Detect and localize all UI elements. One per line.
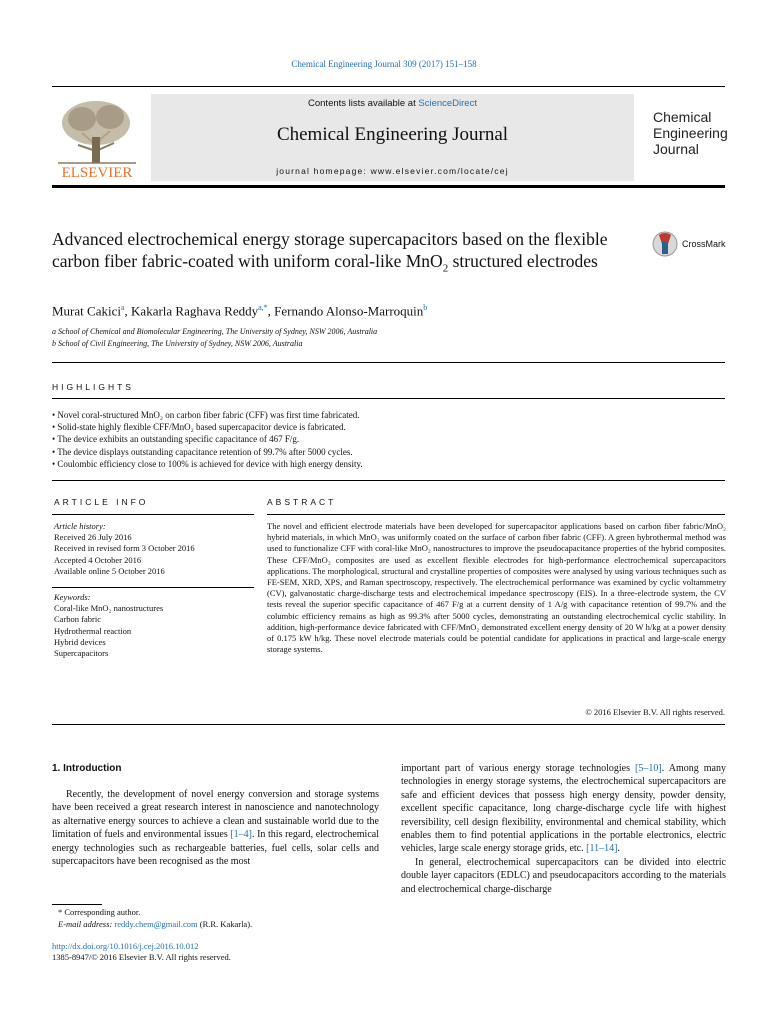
intro-text: important part of various energy storage technologies [401, 763, 636, 774]
article-history [54, 521, 195, 577]
history-entry: Received in revised form 3 October 2016 [54, 543, 195, 554]
section-rule [52, 480, 725, 481]
citation-link[interactable]: [11–14] [586, 843, 618, 855]
article-info-heading: ARTICLE INFO [54, 497, 149, 507]
article-title [52, 228, 642, 280]
doi-block [52, 941, 231, 963]
abstract-text: The novel and efficient electrode materials have been developed for supercapacitor applications based on carbon fiber fabric/MnO₂ hybrid materials, in which MnO₂ was uniformly coated on the surface of carbon fiber fabric (CFF). A green hybrothermal method was used to functionalize CFF with coral-like MnO₂ nanostructures to improve the pseudocapacitance properties of the hybrid composites. These CFF/MnO₂ composites are used as excellent flexible electrodes for high-performance electrochemical supercapacitors applications. The morphological, structural and crystalline properties of composites were analysed by using various techniques such as FE-SEM, XRD, XPS, and Raman spectroscopy, respectively. The electrochemical performance was examined by cyclic voltammetry (CV), galvanostatic charge-discharge tests and electrochemical impedance spectroscopy (EIS). In a three-electrode system, the CV tests reveal the superior specific capacitance of 467 F/g at a current density of 1 A/g with capacitance retention of 99.7% and the columbic efficiency remains as high as 99.3% after 5000 cycles, demonstrating an outstanding electrochemical cyclic stability. In addition, high-performance device fabricated with CFF/MnO₂ demonstrated excellent energy density of 20 W h/kg at a power density of 0.175 kW h/kg. These novel electrode materials could be potential candidate for applications in practical and large-scale energy storage systems. [267, 521, 726, 655]
corresponding-author-note: * Corresponding author. [58, 907, 141, 917]
sciencedirect-link[interactable]: ScienceDirect [418, 98, 477, 109]
keyword: Hybrid devices [54, 636, 106, 647]
highlight-text: The device exhibits an outstanding specific capacitance of 467 F/g. [57, 434, 300, 445]
contents-prefix: Contents lists available at [308, 98, 419, 109]
intro-right-column [401, 762, 726, 896]
elsevier-tree-icon [52, 93, 142, 181]
crossmark-label: CrossMark [682, 239, 726, 249]
author-name: Murat Cakici [52, 303, 121, 319]
crossmark-badge[interactable] [652, 231, 732, 259]
title-text-end: structured electrodes [448, 251, 598, 271]
footnote [52, 906, 252, 930]
journal-citation[interactable]: Chemical Engineering Journal 309 (2017) 151–158 [291, 59, 477, 69]
citation-link[interactable]: [5–10] [635, 763, 662, 774]
keywords [54, 592, 163, 659]
abstract-heading: ABSTRACT [267, 497, 337, 507]
homepage-prefix: journal homepage: [276, 166, 371, 176]
keyword: Carbon fabric [54, 614, 101, 625]
affiliation: b School of Civil Engineering, The University of Sydney, NSW 2006, Australia [52, 339, 303, 348]
highlight-text: Novel coral-structured MnO₂ on carbon fiber fabric (CFF) was first time fabricated. [57, 410, 360, 420]
author-name: Fernando Alonso-Marroquin [274, 303, 424, 319]
contents-line [151, 98, 634, 109]
history-entry: Received 26 July 2016 [54, 532, 132, 543]
author-list: Murat Cakici$^a$, Kakarla Raghava Reddy$^{a,*}$, Fernando Alonso-Marroquin$^b$ [52, 303, 428, 319]
cover-line: Engineering [653, 125, 728, 141]
cover-line: Journal [653, 141, 699, 157]
author-affiliation-mark[interactable]: a,* [258, 303, 268, 312]
journal-masthead [151, 94, 634, 181]
crossmark-icon [652, 231, 678, 257]
author-affiliation-mark[interactable]: a [120, 303, 125, 312]
intro-left-column [52, 788, 379, 868]
highlights-rule [52, 398, 725, 399]
citation-link[interactable]: [1–4] [230, 829, 252, 841]
history-entry: Available online 5 October 2016 [54, 565, 165, 576]
affiliation: a School of Chemical and Biomolecular Engineering, The University of Sydney, NSW 2006, Australia [52, 327, 378, 336]
email-link[interactable]: reddy.chem@gmail.com [114, 919, 198, 929]
history-entry: Accepted 4 October 2016 [54, 554, 142, 565]
keyword: Coral-like MnO₂ nanostructures [54, 603, 164, 614]
abstract-copyright: © 2016 Elsevier B.V. All rights reserved. [585, 707, 725, 717]
section-rule [52, 362, 725, 363]
intro-text: . [617, 843, 620, 855]
footnote-rule [52, 904, 102, 905]
title-text: Advanced electrochemical energy storage supercapacitors based on the flexible carbon fiber fabric-coated with uniform coral-like MnO [52, 229, 608, 271]
masthead-rule [52, 185, 725, 188]
title-subscript: 2 [442, 262, 449, 275]
highlight-item: • Solid-state highly flexible CFF/MnO₂ based supercapacitor device is fabricated. [52, 422, 346, 433]
journal-homepage [151, 166, 634, 176]
abstract-rule [267, 514, 725, 515]
keywords-rule [52, 587, 254, 588]
issn-copyright: 1385-8947/© 2016 Elsevier B.V. All rights reserved. [52, 952, 231, 962]
highlight-item: • Coulombic efficiency close to 100% is achieved for device with high energy density. [52, 458, 363, 469]
highlight-item: • The device displays outstanding capacitance retention of 99.7% after 5000 cycles. [52, 446, 353, 457]
homepage-url[interactable]: www.elsevier.com/locate/cej [370, 166, 509, 176]
highlights-heading: HIGHLIGHTS [52, 382, 134, 392]
elsevier-logo[interactable] [52, 93, 142, 181]
email-label: E-mail address: [58, 919, 115, 929]
journal-cover-title [653, 109, 728, 157]
keywords-label: Keywords: [54, 592, 91, 602]
intro-heading: 1. Introduction [52, 763, 122, 774]
intro-text: . Among many technologies in energy storage systems, the electrochemical supercapacitors are safe and efficient devices that possess high energy density, powder density, excellent specific capacitance, long charge-discharge cycle life with highest reversibility, cell design flexibility, environmental and chemical stability, which enables them to find potential applications in the portable electronics, electric vehicles, large scale energy storage grids, etc. [401, 763, 726, 855]
highlight-text: Coulombic efficiency close to 100% is achieved for device with high energy density. [57, 458, 363, 469]
email-line [52, 918, 252, 930]
highlight-item: • Novel coral-structured MnO₂ on carbon fiber fabric (CFF) was first time fabricated. [52, 410, 360, 420]
keyword: Supercapacitors [54, 648, 109, 659]
history-label: Article history: [54, 521, 106, 531]
intro-text: . In this regard, electrochemical energy technologies such as rechargeable batteries, fuel cells, solar cells and supercapacitors have been recognised as the most [52, 829, 379, 868]
author-name: Kakarla Raghava Reddy [131, 303, 259, 319]
highlight-item: • The device exhibits an outstanding specific capacitance of 467 F/g. [52, 434, 300, 445]
intro-paragraph: In general, electrochemical supercapacitors can be divided into electric double layer capacitors (EDLC) and pseudocapacitors according to the materials and electrochemical charge-discharge [401, 856, 726, 895]
author-affiliation-mark[interactable]: b [423, 303, 428, 312]
doi-link[interactable]: http://dx.doi.org/10.1016/j.cej.2016.10.012 [52, 941, 199, 951]
cover-line: Chemical [653, 109, 712, 125]
section-rule [52, 724, 725, 725]
elsevier-wordmark: ELSEVIER [61, 165, 133, 181]
highlight-text: The device displays outstanding capacitance retention of 99.7% after 5000 cycles. [57, 446, 353, 457]
highlights-list [52, 409, 363, 470]
email-suffix: (R.R. Kakarla). [197, 919, 253, 929]
intro-text: Recently, the development of novel energy conversion and storage systems have been received a great research interest in nanoscience and nanotechnology as alternative energy sources to achieve a clean and sustainable world due to the limitation of fuels and environmental issues [52, 789, 379, 841]
keyword: Hydrothermal reaction [54, 625, 132, 636]
header-rule [52, 86, 725, 87]
journal-title[interactable]: Chemical Engineering Journal [276, 124, 509, 145]
highlight-text: Solid-state highly flexible CFF/MnO₂ based supercapacitor device is fabricated. [57, 422, 346, 433]
article-info-rule [52, 514, 254, 515]
